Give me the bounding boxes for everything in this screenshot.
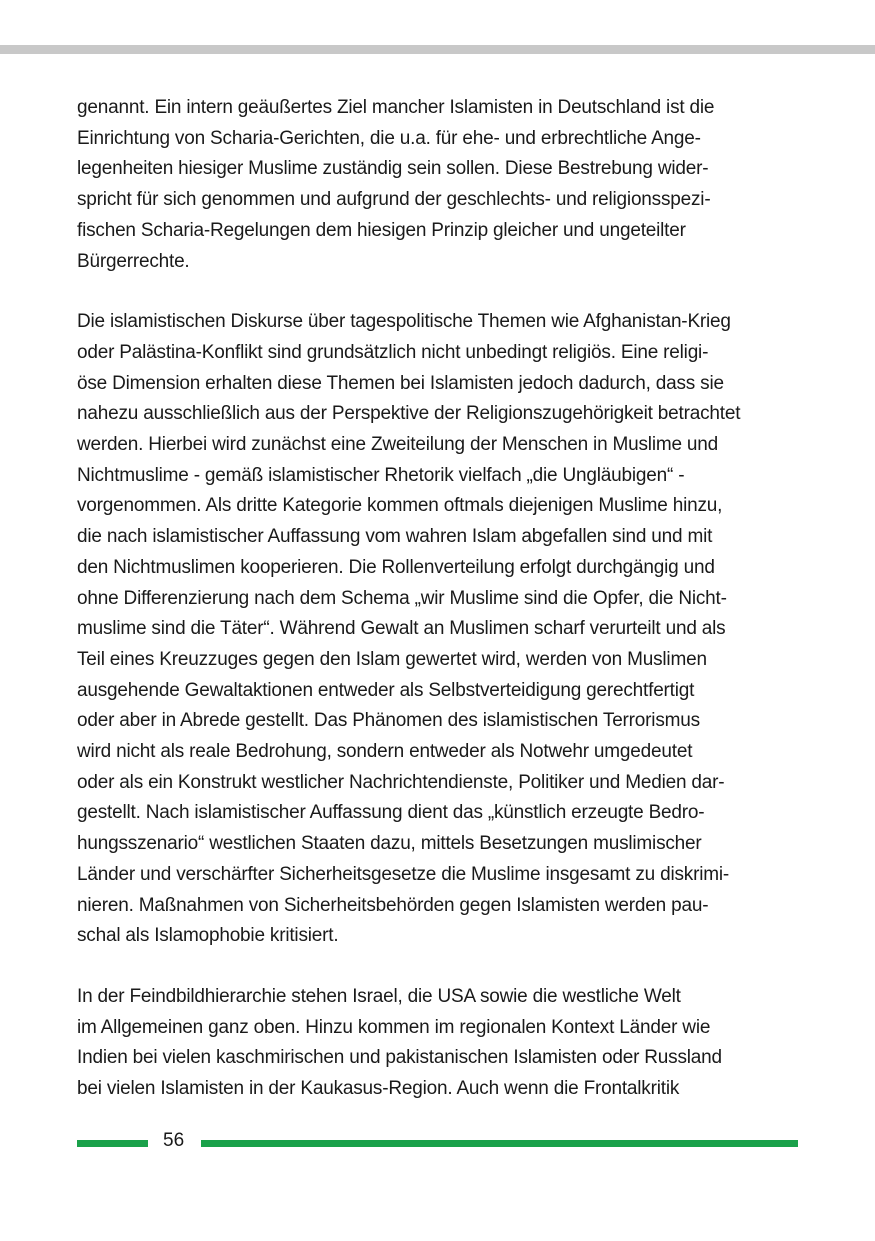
text-line: Länder und verschärfter Sicherheitsgesetze die Muslime insgesamt zu diskrimi- [77, 863, 729, 885]
text-line: den Nichtmuslimen kooperieren. Die Rollenverteilung erfolgt durchgängig und [77, 556, 715, 578]
text-line: schal als Islamophobie kritisiert. [77, 925, 339, 947]
text-line: ohne Differenzierung nach dem Schema „wir Muslime sind die Opfer, die Nicht- [77, 587, 727, 609]
footer-bar-right [201, 1140, 798, 1147]
text-line: muslime sind die Täter“. Während Gewalt an Muslimen scharf verurteilt und als [77, 618, 726, 640]
page-footer [77, 1126, 798, 1156]
text-line: oder Palästina-Konflikt sind grundsätzlich nicht unbedingt religiös. Eine religi- [77, 341, 709, 363]
text-line: genannt. Ein intern geäußertes Ziel mancher Islamisten in Deutschland ist die [77, 97, 715, 118]
text-line: wird nicht als reale Bedrohung, sondern entweder als Notwehr umgedeutet [77, 741, 693, 763]
text-line: nieren. Maßnahmen von Sicherheitsbehörden gegen Islamisten werden pau- [77, 894, 709, 916]
text-line: nahezu ausschließlich aus der Perspektive der Religionszugehörigkeit betrachtet [77, 403, 741, 425]
text-line: spricht für sich genommen und aufgrund der geschlechts- und religionsspezi- [77, 189, 711, 211]
paragraph-gap [77, 277, 799, 307]
text-line: gestellt. Nach islamistischer Auffassung dient das „künstlich erzeugte Bedro- [77, 802, 705, 824]
text-line: In der Feindbildhierarchie stehen Israel, die USA sowie die westliche Welt [77, 985, 681, 1007]
text-line: Teil eines Kreuzzuges gegen den Islam gewertet wird, werden von Muslimen [77, 648, 707, 670]
text-line: oder als ein Konstrukt westlicher Nachrichtendienste, Politiker und Medien dar- [77, 771, 725, 793]
paragraph-3 [77, 982, 799, 1105]
paragraph-1 [77, 93, 799, 277]
text-line: ausgehende Gewaltaktionen entweder als Selbstverteidigung gerechtfertigt [77, 679, 695, 701]
top-rule [0, 45, 875, 54]
text-line: hungsszenario“ westlichen Staaten dazu, mittels Besetzungen muslimischer [77, 833, 702, 855]
text-line: öse Dimension erhalten diese Themen bei Islamisten jedoch dadurch, dass sie [77, 372, 724, 394]
text-line: vorgenommen. Als dritte Kategorie kommen oftmals diejenigen Muslime hinzu, [77, 495, 723, 517]
text-line: Einrichtung von Scharia-Gerichten, die u.a. für ehe- und erbrechtliche Ange- [77, 127, 701, 149]
text-line: bei vielen Islamisten in der Kaukasus-Region. Auch wenn die Frontalkritik [77, 1078, 680, 1100]
text-line: Indien bei vielen kaschmirischen und pakistanischen Islamisten oder Russland [77, 1047, 722, 1069]
text-line: werden. Hierbei wird zunächst eine Zweiteilung der Menschen in Muslime und [77, 434, 719, 456]
text-line: im Allgemeinen ganz oben. Hinzu kommen im regionalen Kontext Länder wie [77, 1016, 711, 1038]
text-line: die nach islamistischer Auffassung vom wahren Islam abgefallen sind und mit [77, 526, 713, 548]
paragraph-gap [77, 952, 799, 982]
page-number: 56 [163, 1130, 185, 1151]
body-text [77, 93, 799, 1105]
text-line: Bürgerrechte. [77, 250, 190, 272]
text-line: legenheiten hiesiger Muslime zuständig sein sollen. Diese Bestrebung wider- [77, 158, 709, 180]
text-line: oder aber in Abrede gestellt. Das Phänomen des islamistischen Terrorismus [77, 710, 700, 732]
text-line: Die islamistischen Diskurse über tagespolitische Themen wie Afghanistan-Krieg [77, 311, 731, 333]
text-line: Nichtmuslime - gemäß islamistischer Rhetorik vielfach „die Ungläubigen“ - [77, 464, 685, 486]
footer-bar-left [77, 1140, 148, 1147]
text-line: fischen Scharia-Regelungen dem hiesigen Prinzip gleicher und ungeteilter [77, 219, 686, 241]
paragraph-2 [77, 307, 799, 952]
